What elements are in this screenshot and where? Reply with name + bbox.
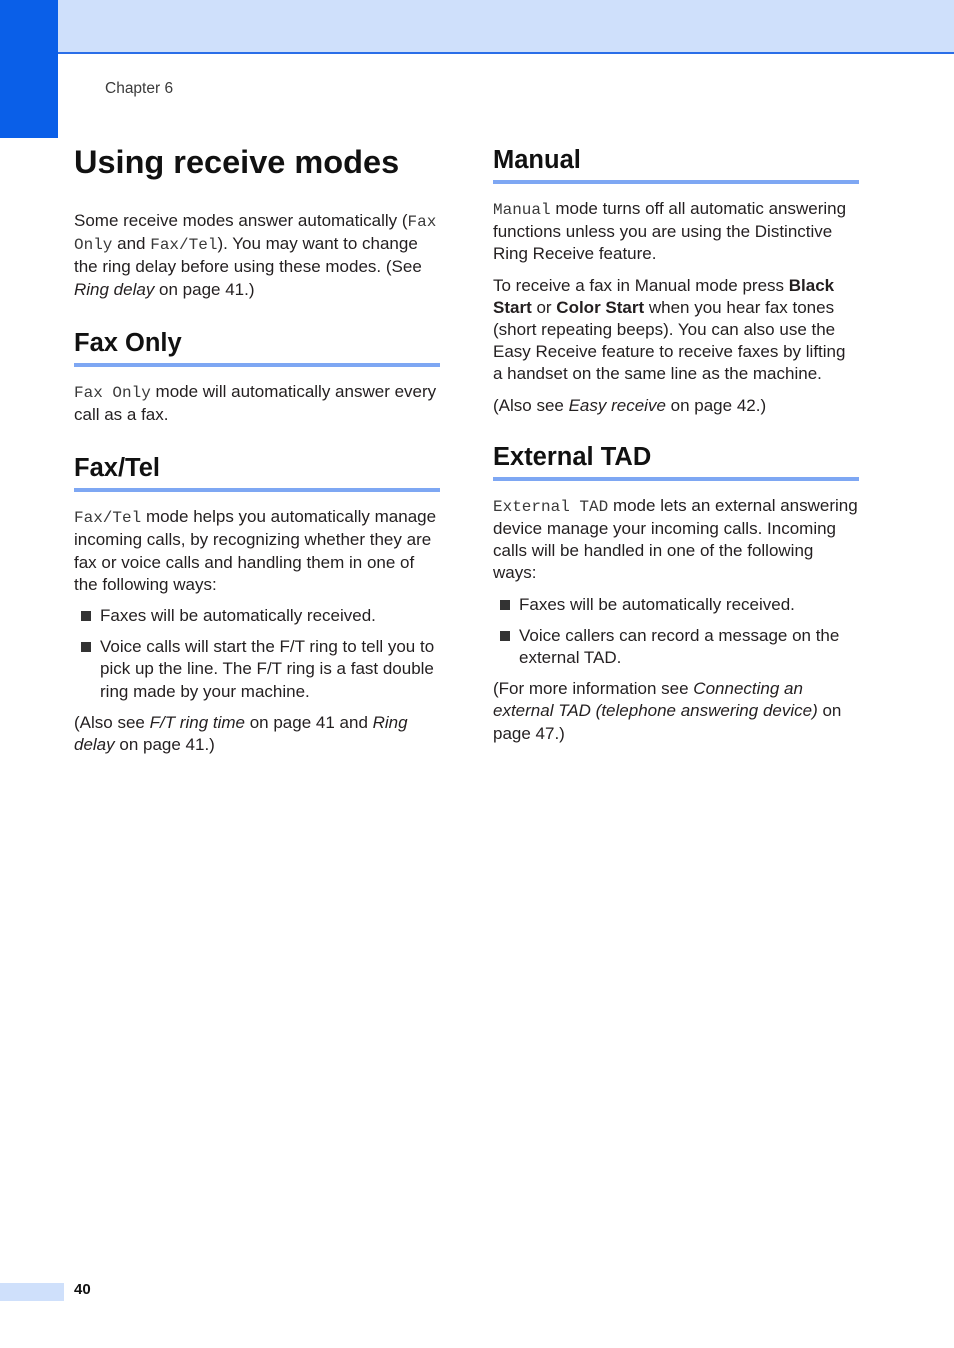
- manual-see-also: (Also see Easy receive on page 42.): [493, 395, 767, 415]
- bullet-square-icon: [81, 611, 91, 621]
- external-tad-rule: [493, 477, 859, 481]
- fax-only-paragraph: Fax Only mode will automatically answer every call as a fax.: [74, 381, 437, 425]
- ring-delay-reference: Ring delay: [74, 712, 408, 755]
- fax-only-rule: [74, 363, 440, 367]
- fax-only-code: Fax Only: [74, 213, 437, 255]
- list-item: Voice calls will start the F/T ring to tell you to pick up the line. The F/T ring is a fast double ring made by your machine.: [74, 636, 440, 703]
- list-item: Faxes will be automatically received.: [493, 594, 859, 616]
- fax-tel-rule: [74, 488, 440, 492]
- manual-heading: Manual: [493, 146, 581, 174]
- manual-paragraph: Manual mode turns off all automatic answering functions unless you are using the Distinctive Ring Receive feature.: [493, 199, 847, 264]
- intro-paragraph: Some receive modes answer automatically (Fax Only and Fax/Tel). You may want to change the ring delay before using these modes. (See Ring delay on page 41.): [74, 211, 437, 299]
- fax-tel-heading: Fax/Tel: [74, 454, 160, 483]
- bullet-square-icon: [81, 642, 91, 652]
- list-item: Faxes will be automatically received.: [74, 605, 440, 627]
- external-tad-paragraph: External TAD mode lets an external answering device manage your incoming calls. Incoming calls will be handled in one of the following ways:: [493, 495, 858, 583]
- black-start-key: Black Start: [493, 275, 835, 317]
- fax-tel-paragraph: Fax/Tel mode helps you automatically manage incoming calls, by recognizing whether they are fax or voice calls and handling them in one of the following ways:: [74, 507, 437, 594]
- external-tad-see-also: (For more information see Connecting an external TAD (telephone answering device) on page 47.): [493, 679, 842, 743]
- left-column: [74, 140, 440, 756]
- color-start-key: Color Start: [556, 297, 645, 317]
- connecting-external-tad-reference: Connecting an external TAD (telephone answering device): [493, 679, 818, 721]
- bullet-square-icon: [500, 600, 510, 610]
- manual-instructions: To receive a fax in Manual mode press Black Start or Color Start when you hear fax tones (short repeating beeps). You can also use the Easy Receive feature to receive faxes by lifting a handset on the same line as the machine.: [493, 275, 846, 384]
- page-number: 40: [74, 1281, 91, 1298]
- list-item: Voice callers can record a message on the external TAD.: [493, 625, 859, 669]
- easy-receive-reference: Easy receive: [568, 395, 666, 415]
- chapter-label: Chapter 6: [105, 80, 174, 97]
- header-band: [0, 0, 954, 54]
- external-tad-heading: External TAD: [493, 442, 652, 471]
- bullet-square-icon: [500, 631, 510, 641]
- right-column: [493, 140, 859, 745]
- ring-delay-reference: Ring delay: [74, 279, 155, 299]
- fax-tel-bullet-list: [74, 605, 440, 703]
- fax-only-heading: Fax Only: [74, 328, 182, 357]
- page-title: Using receive modes: [74, 144, 400, 180]
- fax-tel-code: Fax/Tel: [150, 236, 218, 255]
- manual-rule: [493, 180, 859, 184]
- ft-ring-time-reference: F/T ring time: [149, 712, 245, 732]
- footer-band: [0, 1283, 64, 1301]
- external-tad-bullet-list: [493, 594, 859, 670]
- chapter-tab-marker: [0, 0, 58, 138]
- fax-tel-see-also: (Also see F/T ring time on page 41 and Ring delay on page 41.): [74, 712, 408, 755]
